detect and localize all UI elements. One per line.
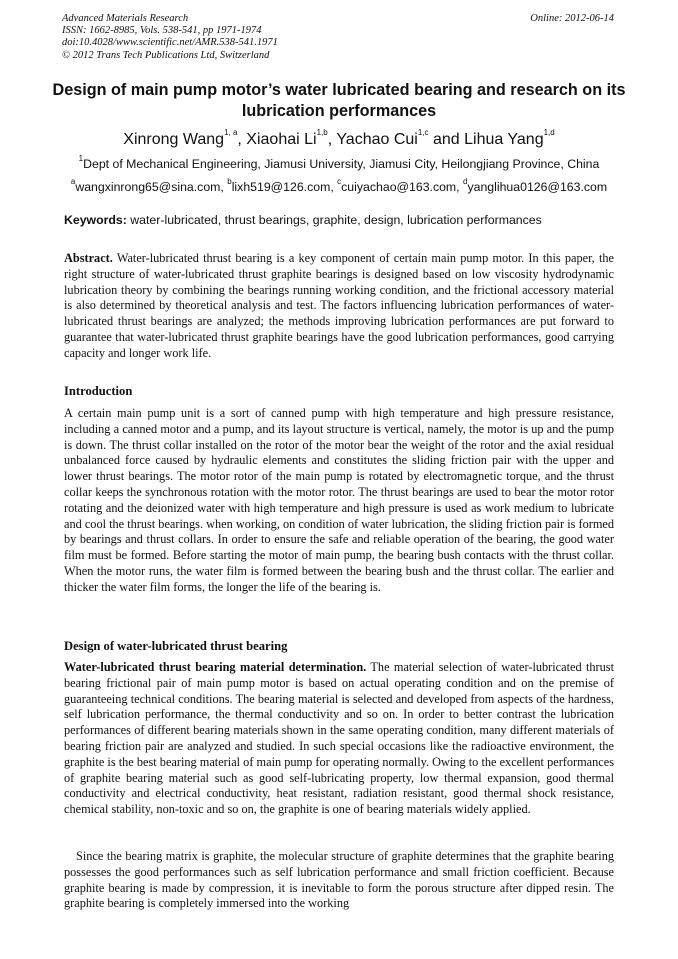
design-paragraph-1: Water-lubricated thrust bearing material determination. The material selection of water-lubricated thrust bearing frictional pair of main pump motor is based on actual operating condition and on the premise of guaranteeing technical conditions. The bearing material is selected and developed from aspects of the hardness, self lubrication performance, the thermal conductivity and so on. In order to better contrast the lubrication performances of different bearing materials shown in the same operating condition, many different materials of bearing friction pair are analyzed and studied. In such special occasions like the radioactive environment, the graphite is the best bearing material of main pump for operating normally. Owing to the excellent performances of graphite bearing material such as good self-lubricating property, low thermal expansion, good thermal conductivity and electrical conductivity, heat resistant, radiation resistant, good thermal shock resistance, chemical stability, non-toxic and so on, the graphite is one of bearing materials widely applied. [64,660,615,817]
journal-name: Advanced Materials Research [62,13,189,24]
introduction-text: A certain main pump unit is a sort of canned pump with high temperature and high pressure resistance, including a canned motor and a pump, and its layout structure is vertical, namely, the motor is up and the pump is down. The thrust collar installed on the rotor of the motor bear the weight of the rotor and the axial residual unbalanced force caused by hydraulic elements and constitutes the sliding friction pair with the upper and lower thrust bearings. The motor rotor of the main pump is rotated by electromagnetic torque, and the thrust collar keeps the synchronous rotation with the motor rotor. The thrust bearings are used to bear the motor rotor rotating and the deionized water with high temperature and high pressure is used as work medium to lubricate and cool the thrust bearings. when working, on condition of water lubrication, the sliding friction pair is formed by bearings and thrust collars. In order to ensure the safe and reliable operation of the bearing, the good water film must be formed. Before starting the motor of main pump, the bearing bush contacts with the thrust collar. When the motor runs, the water film is formed between the bearing bush and the thrust collar. The earlier and thicker the water film forms, the longer the life of the bearing is. [64,406,614,594]
email: $^c$cuiyachao@163.com, [337,177,464,194]
keywords [64,213,624,227]
author: Xinrong Wang$^{1, a}$, [123,128,247,148]
abstract-text: Water-lubricated thrust bearing is a key component of certain main pump motor. In this paper, the right structure of water-lubricated thrust graphite bearings is designed based on low viscosity hydrodynamic lubrication theory by combining the bearings running working condition, and the frictional accessory material is also determined by theoretical analysis and test. The factors influencing lubrication performances of water-lubricated thrust bearings are analyzed; the methods improving lubrication performances are put forward to guarantee that water-lubricated thrust graphite bearings have the good lubrication performances, good carrying capacity and longer work life. [64,251,614,360]
author: Yachao Cui$^{1,c}$ and [336,128,465,148]
email: $^b$lixh519@126.com, [227,177,338,194]
subsection-label: Water-lubricated thrust bearing material determination. [64,660,367,674]
keywords-label: Keywords: [64,213,127,227]
abstract [64,251,614,362]
journal-info [62,13,278,62]
email: $^a$wangxinrong65@sina.com, [70,177,228,194]
online-date: Online: 2012-06-14 [530,13,614,24]
abstract-label: Abstract. [64,251,113,265]
copyright: © 2012 Trans Tech Publications Ltd, Switzerland [62,49,270,61]
design-paragraph-2: Since the bearing matrix is graphite, the molecular structure of graphite determines that the graphite bearing possesses the good performances such as self lubrication performance and small friction coefficient. Because graphite bearing is made by compression, it is inevitable to form the porous structure after dipped resin. The graphite bearing is completely immersed into the working [64,849,614,911]
author-list [40,128,638,149]
paper-title: Design of main pump motor’s water lubricated bearing and research on its lubrication performances [52,81,626,120]
email: $^d$yanglihua0126@163.com [463,177,608,194]
email-list [40,177,638,194]
issn: ISSN: 1662-8985, Vols. 538-541, pp 1971-1974 [62,25,262,37]
affiliation: $^1$Dept of Mechanical Engineering, Jiamusi University, Jiamusi City, Heilongjiang Province, China [78,154,600,171]
doi: doi:10.4028/www.scientific.net/AMR.538-541.1971 [62,37,278,49]
section-heading-introduction: Introduction [64,384,133,398]
section-heading-design: Design of water-lubricated thrust bearing [64,639,288,653]
author: Xiaohai Li$^{1,b}$, [246,128,337,148]
keywords-text: water-lubricated, thrust bearings, graphite, design, lubrication performances [126,213,542,227]
author: Lihua Yang$^{1,d}$ [464,128,555,148]
